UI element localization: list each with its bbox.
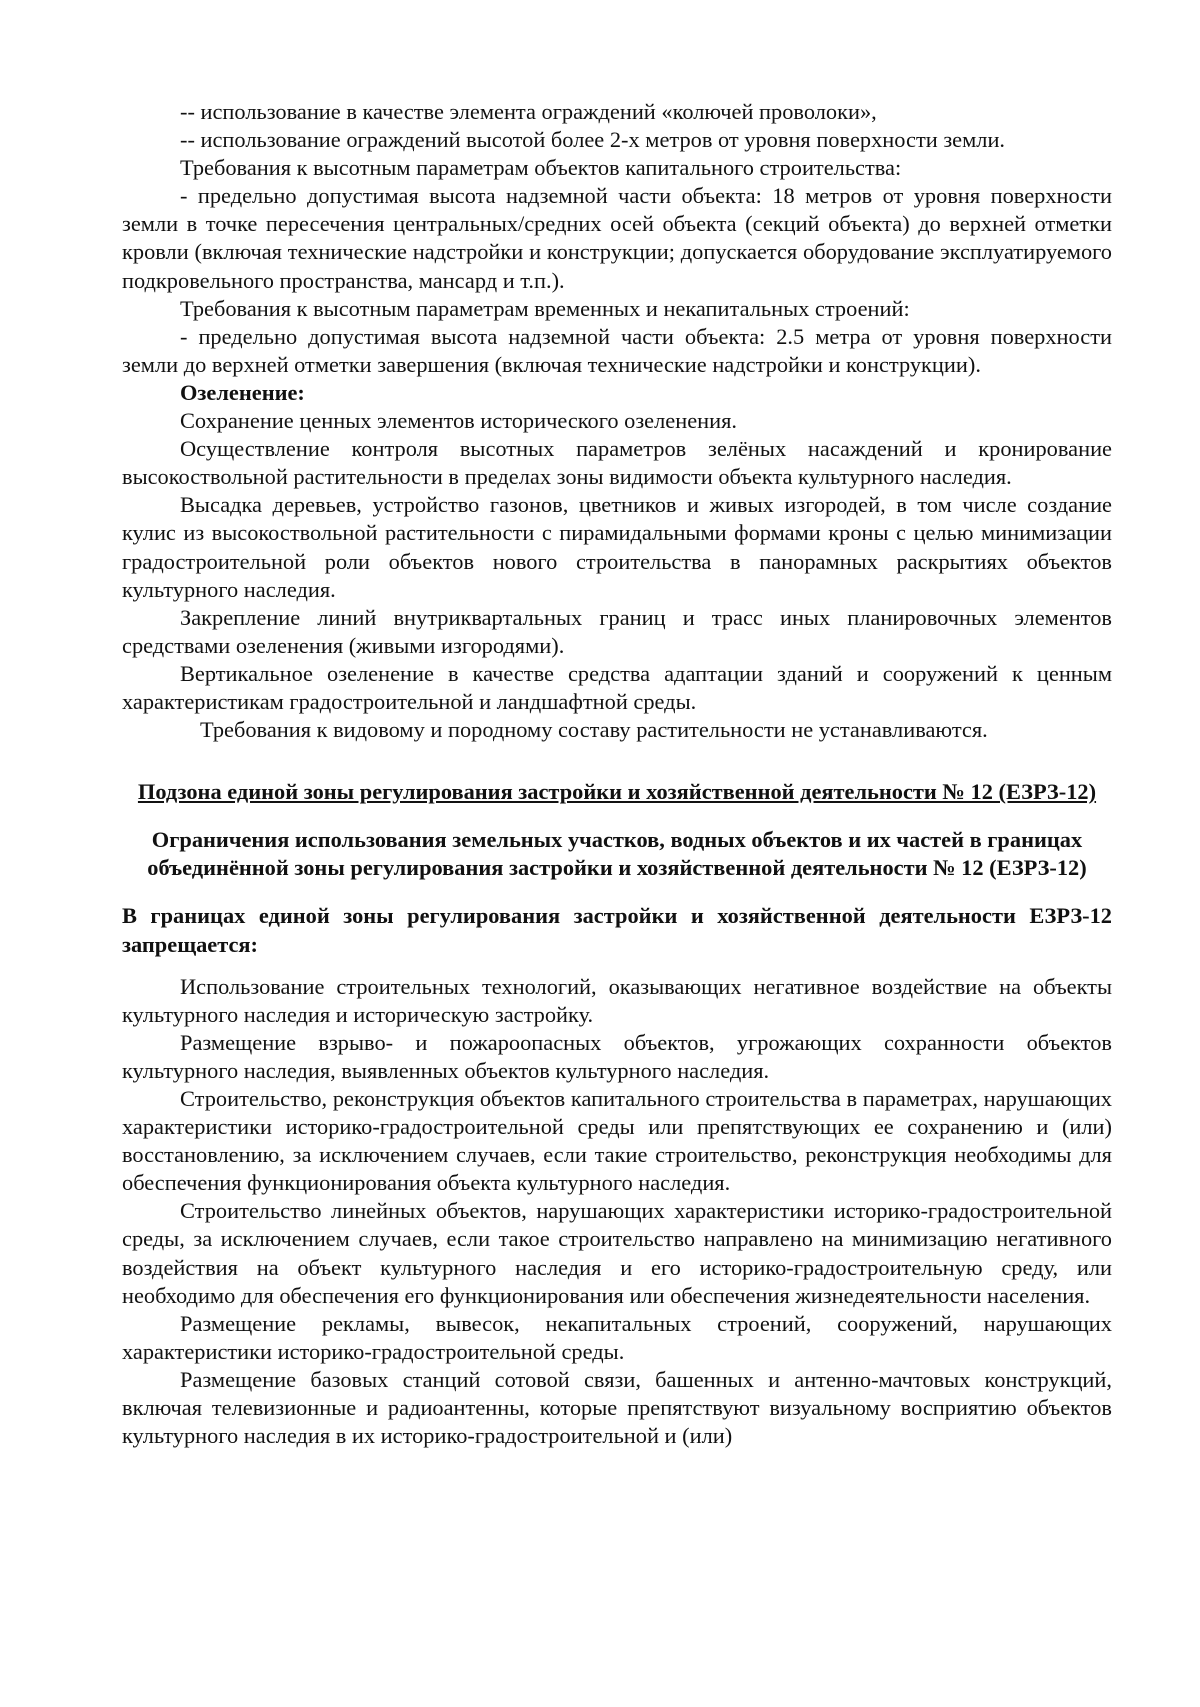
paragraph-greening-preserve: Сохранение ценных элементов исторического озеленения.	[180, 408, 738, 434]
paragraph-temporary-height-limit: - предельно допустимая высота надземной части объекта: 2.5 метра от уровня поверхности земли до верхней отметки завершения (включая технические надстройки и конструкции).	[122, 323, 1112, 377]
paragraph-greening-control: Осуществление контроля высотных параметров зелёных насаждений и кронирование высокоствольной растительности в пределах зоны видимости объекта культурного наследия.	[122, 436, 1112, 490]
greening-heading: Озеленение:	[180, 379, 305, 405]
paragraph-greening-planting: Высадка деревьев, устройство газонов, цветников и живых изгородей, в том числе создание кулис из высокоствольной растительности с пирамидальными формами кроны с целью минимизации градостроительной роли объектов нового строительства в панорамных раскрытиях объектов культурного наследия.	[122, 492, 1112, 602]
paragraph-greening-vertical: Вертикальное озеленение в качестве средства адаптации зданий и сооружений к ценным характеристикам градостроительной и ландшафтной среды.	[122, 660, 1112, 714]
paragraph-greening-species: Требования к видовому и породному составу растительности не устанавливаются.	[200, 717, 988, 743]
paragraph-fence-height: -- использование ограждений высотой более 2-х метров от уровня поверхности земли.	[180, 127, 1006, 153]
paragraph-prohibit-advertising: Размещение рекламы, вывесок, некапитальных строений, сооружений, нарушающих характеристики историко-градостроительной среды.	[122, 1310, 1112, 1364]
paragraph-prohibit-linear: Строительство линейных объектов, нарушающих характеристики историко-градостроительной среды, за исключением случаев, если такое строительство направлено на минимизацию негативного воздействия на объект культурного наследия и его историко-градостроительную среду, или необходимо для обеспечения его функционирования или обеспечения жизнедеятельности населения.	[122, 1198, 1112, 1308]
paragraph-capital-height-heading: Требования к высотным параметрам объектов капитального строительства:	[180, 155, 902, 181]
document-page	[122, 98, 1112, 1450]
paragraph-prohibit-technologies: Использование строительных технологий, оказывающих негативное воздействие на объекты культурного наследия и историческую застройку.	[122, 973, 1112, 1027]
paragraph-prohibit-construction: Строительство, реконструкция объектов капитального строительства в параметрах, нарушающих характеристики историко-градостроительной среды или препятствующих ее сохранению и (или) восстановлению, за исключением случаев, если такие строительство, реконструкция необходимы для обеспечения функционирования объекта культурного наследия.	[122, 1086, 1112, 1196]
paragraph-greening-boundaries: Закрепление линий внутриквартальных границ и трасс иных планировочных элементов средствами озеленения (живыми изгородями).	[122, 604, 1112, 658]
paragraph-prohibit-antennas: Размещение базовых станций сотовой связи, башенных и антенно-мачтовых конструкций, включая телевизионные и радиоантенны, которые препятствуют визуальному восприятию объектов культурного наследия в их историко-градостроительной и (или)	[122, 1366, 1112, 1449]
paragraph-capital-height-limit: - предельно допустимая высота надземной части объекта: 18 метров от уровня поверхности земли в точке пересечения центральных/средних осей объекта (секций объекта) до верхней отметки кровли (включая технические надстройки и конструкции; допускается оборудование эксплуатируемого подкровельного пространства, мансард и т.п.).	[122, 183, 1112, 293]
paragraph-temporary-height-heading: Требования к высотным параметрам временных и некапитальных строений:	[180, 295, 910, 321]
paragraph-prohibit-hazardous: Размещение взрыво- и пожароопасных объектов, угрожающих сохранности объектов культурного наследия, выявленных объектов культурного наследия.	[122, 1029, 1112, 1083]
paragraph-fence-barbed-wire: -- использование в качестве элемента ограждений «колючей проволоки»,	[180, 99, 877, 124]
section-subtitle: Ограничения использования земельных участков, водных объектов и их частей в границах объединённой зоны регулирования застройки и хозяйственной деятельности № 12 (ЕЗРЗ-12)	[147, 827, 1087, 881]
section-title: Подзона единой зоны регулирования застройки и хозяйственной деятельности № 12 (ЕЗРЗ-12)	[137, 779, 1097, 805]
prohibitions-heading: В границах единой зоны регулирования застройки и хозяйственной деятельности ЕЗРЗ-12 запрещается:	[122, 903, 1112, 957]
